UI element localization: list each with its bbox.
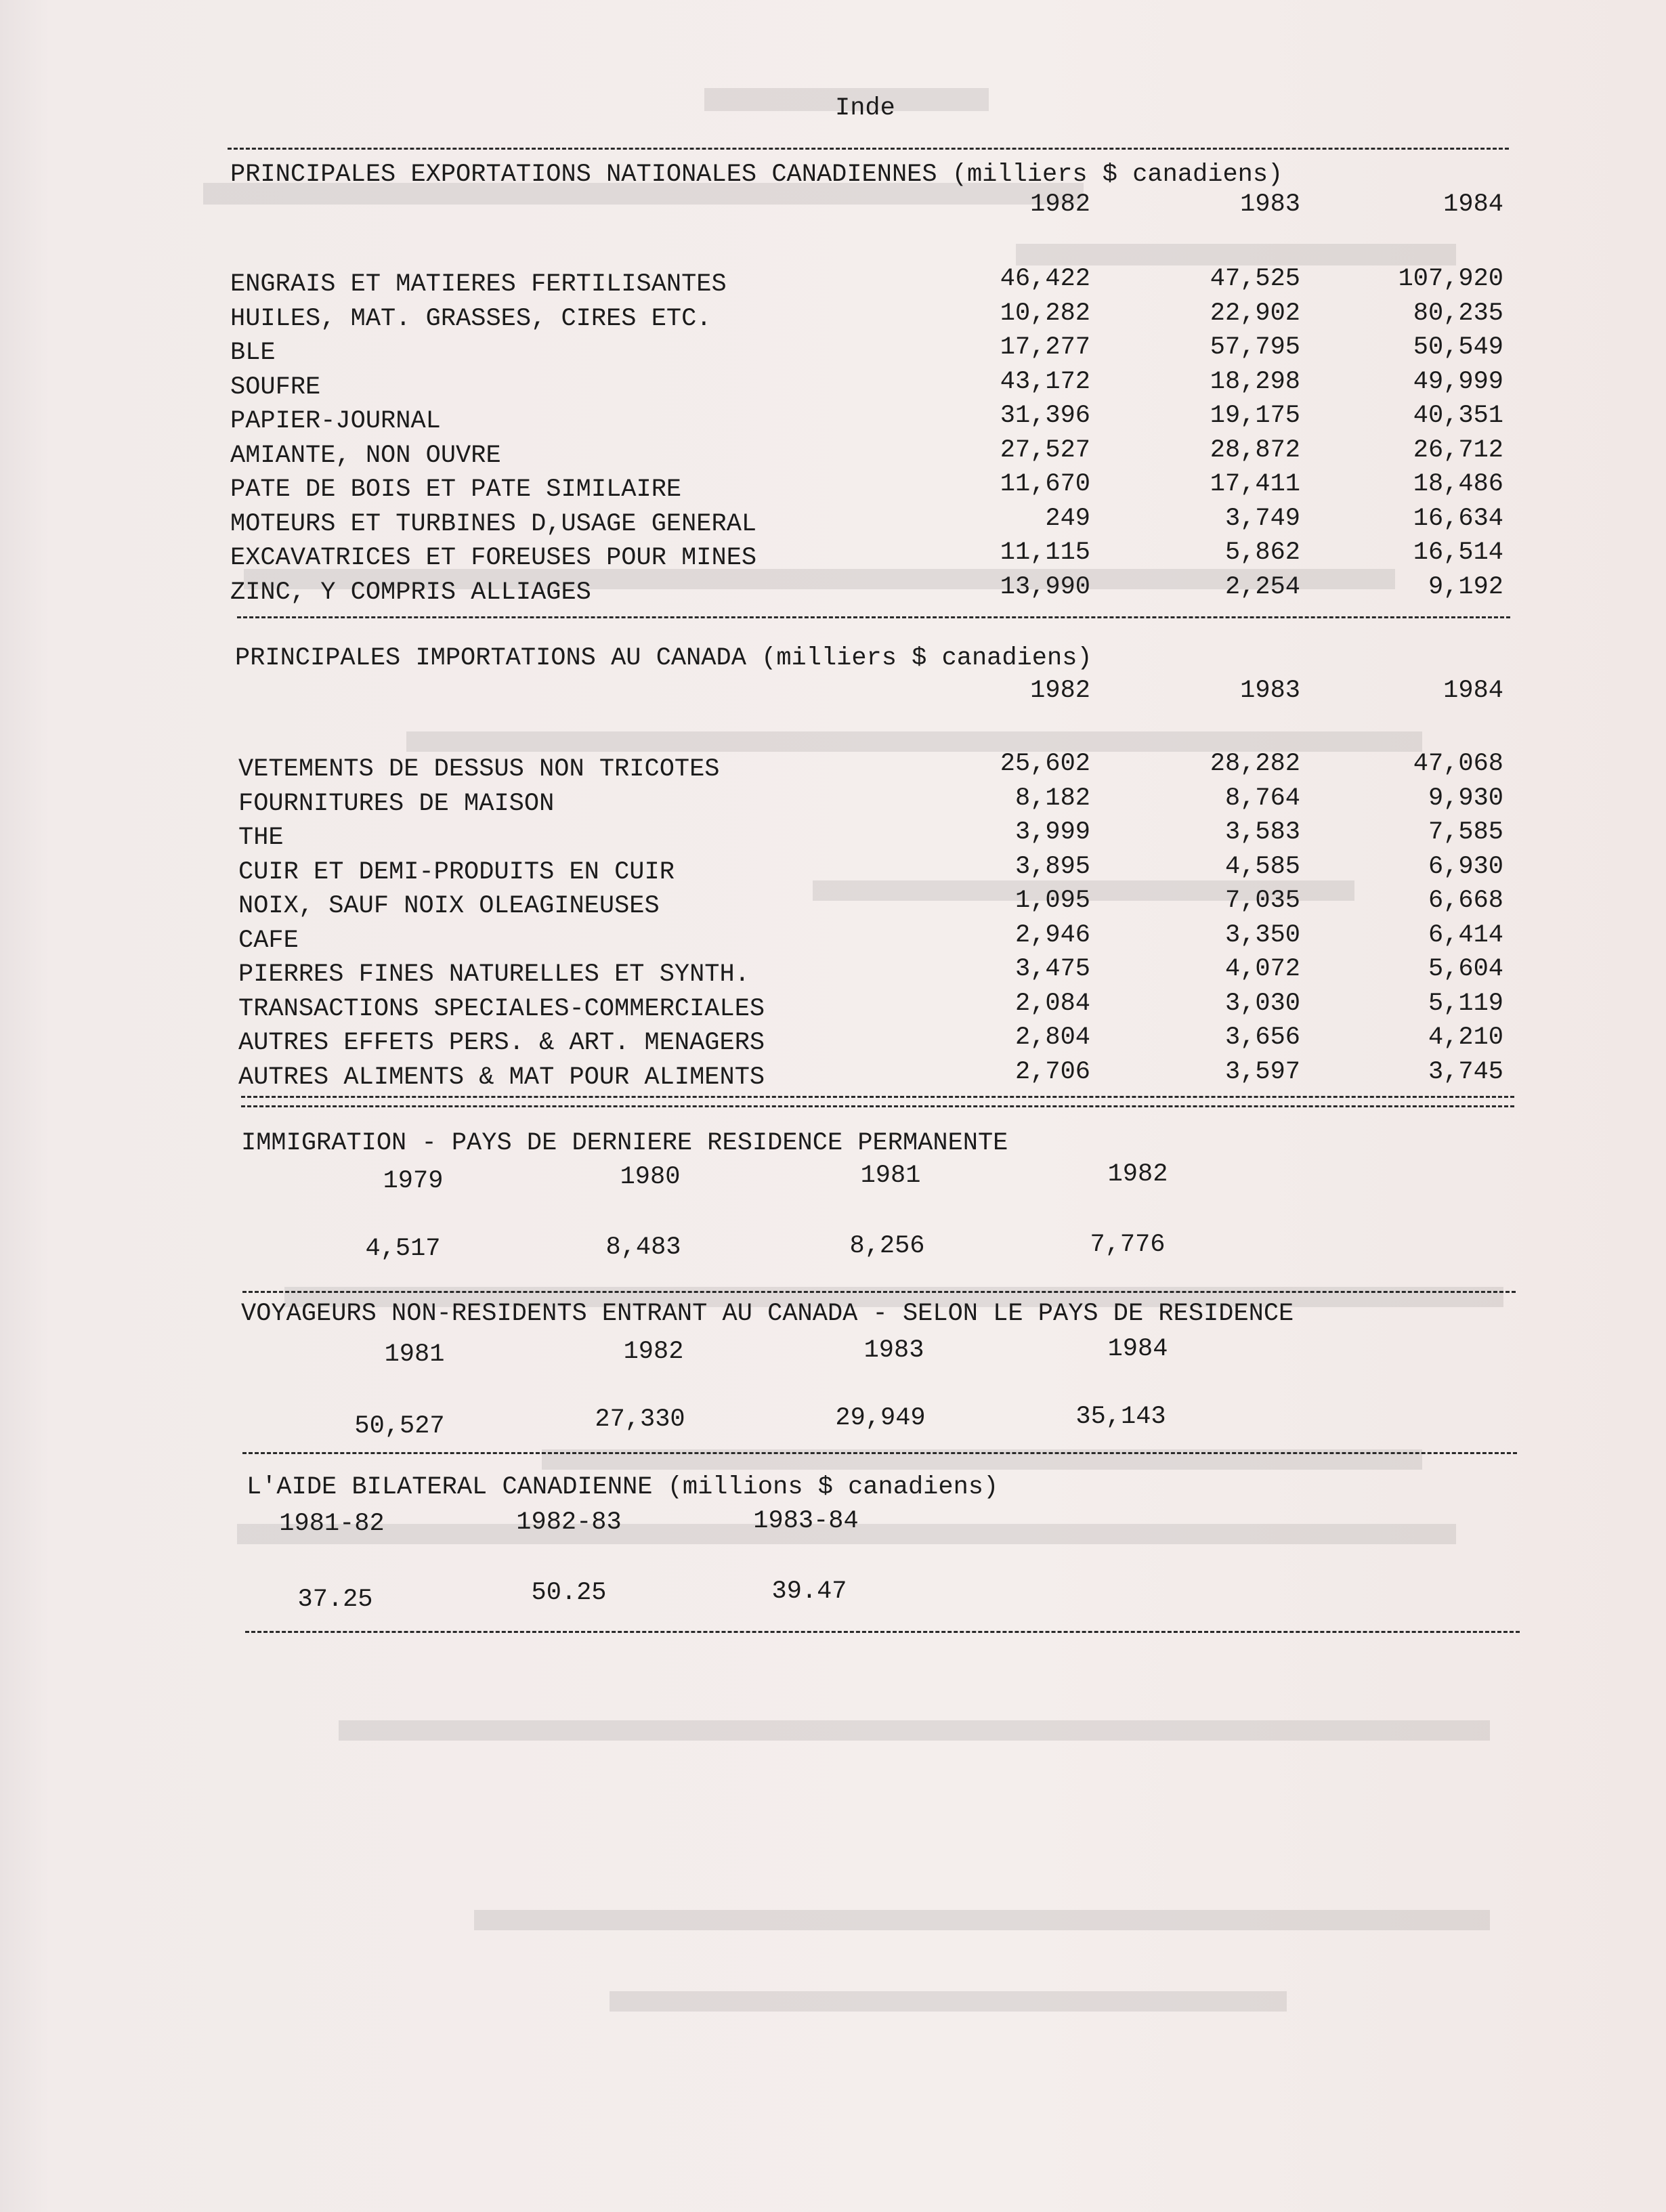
row-value-1984: 18,486 bbox=[1413, 470, 1503, 498]
immigration-year: 1979 bbox=[383, 1167, 444, 1195]
row-value-1983: 18,298 bbox=[1210, 367, 1300, 396]
row-value-1982: 13,990 bbox=[1000, 572, 1090, 601]
row-label: ENGRAIS ET MATIERES FERTILISANTES bbox=[230, 270, 727, 299]
row-label: SOUFRE bbox=[230, 373, 321, 402]
row-value-1983: 57,795 bbox=[1210, 333, 1300, 362]
aid-title: L'AIDE BILATERAL CANADIENNE (millions $ canadiens) bbox=[247, 1473, 999, 1502]
immigration-value: 7,776 bbox=[1090, 1231, 1166, 1259]
row-value-1984: 6,930 bbox=[1428, 852, 1503, 881]
row-value-1984: 16,634 bbox=[1413, 504, 1503, 533]
row-label: AUTRES ALIMENTS & MAT POUR ALIMENTS bbox=[238, 1063, 765, 1092]
aid-period: 1982-83 bbox=[516, 1508, 622, 1537]
aid-value: 50.25 bbox=[531, 1579, 607, 1607]
row-label: BLE bbox=[230, 339, 276, 367]
row-value-1983: 5,862 bbox=[1224, 538, 1300, 567]
row-value-1984: 47,068 bbox=[1413, 750, 1503, 778]
row-label: AUTRES EFFETS PERS. & ART. MENAGERS bbox=[238, 1029, 765, 1057]
section-divider bbox=[241, 1105, 1514, 1107]
row-value-1983: 28,282 bbox=[1210, 750, 1300, 778]
row-value-1983: 7,035 bbox=[1224, 887, 1300, 915]
row-label: NOIX, SAUF NOIX OLEAGINEUSES bbox=[238, 892, 660, 920]
aid-value: 39.47 bbox=[771, 1577, 847, 1606]
row-value-1983: 22,902 bbox=[1210, 299, 1300, 328]
visitors-year: 1983 bbox=[863, 1336, 924, 1365]
exports-year-1983: 1983 bbox=[1240, 190, 1300, 219]
row-value-1982: 11,670 bbox=[1000, 470, 1090, 498]
row-value-1984: 6,668 bbox=[1428, 887, 1503, 915]
row-value-1984: 9,930 bbox=[1428, 784, 1503, 813]
row-label: TRANSACTIONS SPECIALES-COMMERCIALES bbox=[238, 994, 765, 1023]
row-value-1983: 47,525 bbox=[1210, 265, 1300, 293]
row-value-1982: 17,277 bbox=[1000, 333, 1090, 362]
immigration-value: 8,483 bbox=[605, 1233, 681, 1262]
row-label: THE bbox=[238, 824, 284, 852]
row-value-1984: 6,414 bbox=[1428, 920, 1503, 950]
section-divider bbox=[242, 1452, 1517, 1454]
row-value-1982: 8,182 bbox=[1014, 784, 1090, 813]
aid-value: 37.25 bbox=[297, 1586, 373, 1614]
row-value-1984: 16,514 bbox=[1413, 538, 1503, 567]
row-value-1983: 3,350 bbox=[1224, 920, 1300, 950]
row-value-1982: 3,895 bbox=[1014, 852, 1090, 881]
visitors-year: 1982 bbox=[623, 1338, 684, 1366]
immigration-year: 1982 bbox=[1107, 1160, 1168, 1189]
row-value-1982: 2,804 bbox=[1014, 1023, 1090, 1052]
row-value-1984: 7,585 bbox=[1428, 818, 1503, 847]
section-divider bbox=[228, 148, 1509, 150]
visitors-value: 27,330 bbox=[595, 1405, 685, 1434]
row-value-1984: 5,604 bbox=[1428, 955, 1503, 983]
exports-title: PRINCIPALES EXPORTATIONS NATIONALES CANADIENNES (milliers $ canadiens) bbox=[230, 161, 1283, 189]
row-value-1982: 25,602 bbox=[1000, 750, 1090, 778]
row-value-1984: 107,920 bbox=[1398, 265, 1503, 293]
visitors-value: 29,949 bbox=[835, 1404, 926, 1432]
row-value-1984: 40,351 bbox=[1413, 402, 1503, 430]
row-value-1982: 3,475 bbox=[1014, 955, 1090, 983]
row-value-1983: 3,749 bbox=[1224, 504, 1300, 533]
row-value-1982: 27,527 bbox=[1000, 435, 1090, 465]
section-divider bbox=[242, 1291, 1516, 1293]
row-value-1982: 3,999 bbox=[1014, 818, 1090, 847]
row-value-1983: 17,411 bbox=[1210, 470, 1300, 498]
row-label: EXCAVATRICES ET FOREUSES POUR MINES bbox=[230, 544, 757, 572]
imports-title: PRINCIPALES IMPORTATIONS AU CANADA (milliers $ canadiens) bbox=[235, 644, 1092, 673]
row-label: PIERRES FINES NATURELLES ET SYNTH. bbox=[238, 960, 750, 989]
immigration-year: 1980 bbox=[620, 1163, 681, 1191]
row-value-1982: 2,946 bbox=[1014, 920, 1090, 950]
row-value-1983: 8,764 bbox=[1224, 784, 1300, 813]
row-label: PATE DE BOIS ET PATE SIMILAIRE bbox=[230, 475, 682, 504]
visitors-year: 1981 bbox=[384, 1340, 445, 1369]
visitors-title: VOYAGEURS NON-RESIDENTS ENTRANT AU CANADA - SELON LE PAYS DE RESIDENCE bbox=[241, 1300, 1294, 1328]
row-value-1984: 3,745 bbox=[1428, 1057, 1503, 1086]
row-value-1982: 2,706 bbox=[1014, 1057, 1090, 1086]
visitors-year: 1984 bbox=[1107, 1335, 1168, 1363]
row-value-1984: 26,712 bbox=[1413, 435, 1503, 465]
immigration-year: 1981 bbox=[860, 1162, 921, 1190]
row-label: PAPIER-JOURNAL bbox=[230, 407, 441, 435]
row-value-1982: 46,422 bbox=[1000, 265, 1090, 293]
page-title: Inde bbox=[835, 94, 895, 123]
row-value-1983: 19,175 bbox=[1210, 402, 1300, 430]
row-value-1983: 3,656 bbox=[1224, 1023, 1300, 1052]
row-label: ZINC, Y COMPRIS ALLIAGES bbox=[230, 578, 591, 607]
row-value-1982: 43,172 bbox=[1000, 367, 1090, 396]
imports-year-1984: 1984 bbox=[1443, 677, 1503, 705]
row-value-1982: 249 bbox=[1045, 504, 1090, 533]
row-value-1984: 4,210 bbox=[1428, 1023, 1503, 1052]
imports-year-1983: 1983 bbox=[1240, 677, 1300, 705]
section-divider bbox=[245, 1631, 1520, 1633]
row-value-1983: 4,585 bbox=[1224, 852, 1300, 881]
visitors-value: 50,527 bbox=[354, 1412, 445, 1441]
row-value-1982: 1,095 bbox=[1014, 887, 1090, 915]
immigration-value: 4,517 bbox=[365, 1235, 441, 1263]
imports-year-1982: 1982 bbox=[1030, 677, 1090, 705]
row-value-1983: 28,872 bbox=[1210, 435, 1300, 465]
row-value-1983: 3,030 bbox=[1224, 989, 1300, 1018]
row-value-1982: 2,084 bbox=[1014, 989, 1090, 1018]
exports-year-1982: 1982 bbox=[1030, 190, 1090, 219]
row-value-1984: 80,235 bbox=[1413, 299, 1503, 328]
row-value-1983: 2,254 bbox=[1224, 572, 1300, 601]
row-value-1984: 5,119 bbox=[1428, 989, 1503, 1018]
row-label: HUILES, MAT. GRASSES, CIRES ETC. bbox=[230, 304, 712, 333]
exports-year-1984: 1984 bbox=[1443, 190, 1503, 219]
row-label: MOTEURS ET TURBINES D,USAGE GENERAL bbox=[230, 509, 757, 538]
row-value-1983: 4,072 bbox=[1224, 955, 1300, 983]
row-label: CAFE bbox=[238, 926, 299, 955]
row-label: CUIR ET DEMI-PRODUITS EN CUIR bbox=[238, 857, 675, 887]
row-value-1984: 9,192 bbox=[1428, 572, 1503, 601]
row-value-1984: 49,999 bbox=[1413, 367, 1503, 396]
row-value-1982: 10,282 bbox=[1000, 299, 1090, 328]
row-value-1983: 3,583 bbox=[1224, 818, 1300, 847]
visitors-value: 35,143 bbox=[1075, 1403, 1166, 1431]
row-value-1982: 11,115 bbox=[1000, 538, 1090, 567]
row-label: FOURNITURES DE MAISON bbox=[238, 789, 555, 818]
aid-period: 1983-84 bbox=[753, 1507, 859, 1535]
section-divider bbox=[237, 616, 1510, 618]
row-value-1982: 31,396 bbox=[1000, 402, 1090, 430]
immigration-value: 8,256 bbox=[849, 1232, 925, 1260]
aid-period: 1981-82 bbox=[279, 1510, 385, 1538]
row-value-1983: 3,597 bbox=[1224, 1057, 1300, 1086]
row-label: AMIANTE, NON OUVRE bbox=[230, 441, 501, 470]
row-value-1984: 50,549 bbox=[1413, 333, 1503, 362]
row-label: VETEMENTS DE DESSUS NON TRICOTES bbox=[238, 755, 720, 784]
immigration-title: IMMIGRATION - PAYS DE DERNIERE RESIDENCE PERMANENTE bbox=[241, 1129, 1008, 1157]
section-divider bbox=[241, 1096, 1514, 1098]
